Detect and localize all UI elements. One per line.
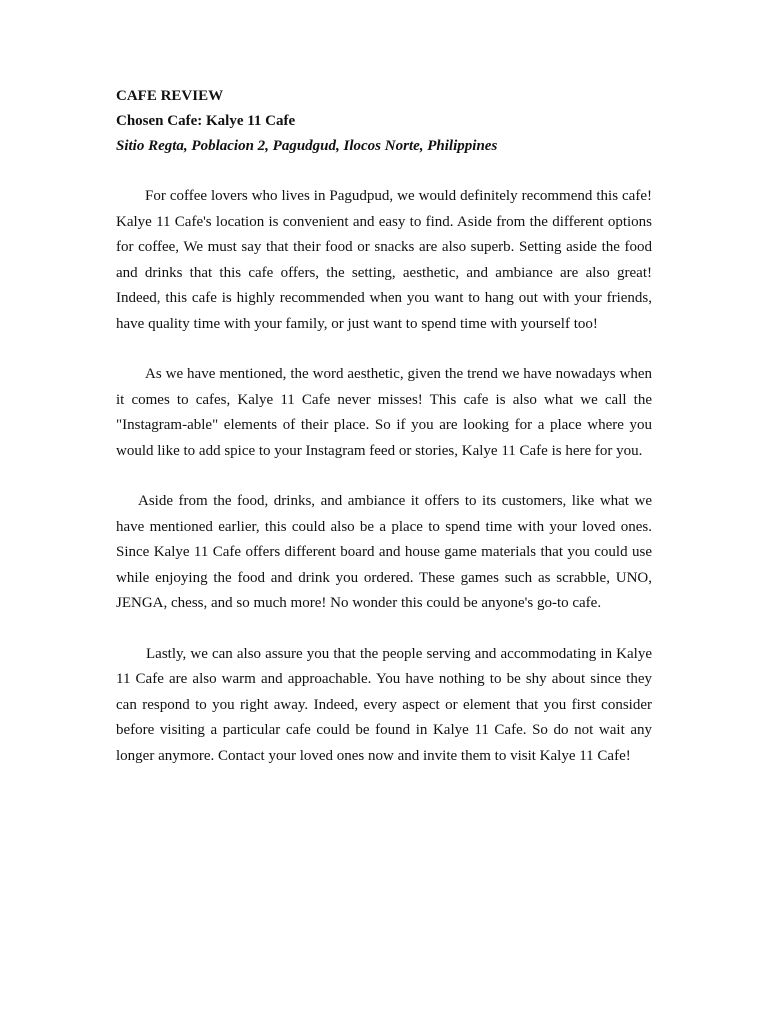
document-page [116, 84, 652, 769]
paragraph-gap [116, 337, 652, 362]
section-spacer [116, 159, 652, 184]
chosen-cafe-line: Chosen Cafe: Kalye 11 Cafe [116, 113, 296, 129]
document-title: CAFE REVIEW [116, 88, 224, 104]
paragraph-4: Lastly, we can also assure you that the people serving and accommodating in Kalye 11 Cafe are also warm and approachable. You have nothing to be shy about since they can respond to you right away. Indeed, every aspect or element that you first consider before visiting a particular cafe could be found in Kalye 11 Cafe. So do not wait any longer anymore. Contact your loved ones now and invite them to visit Kalye 11 Cafe! [116, 645, 652, 764]
paragraph-gap [116, 464, 652, 489]
paragraph-2: As we have mentioned, the word aesthetic, given the trend we have nowadays when it comes to cafes, Kalye 11 Cafe never misses! This cafe is also what we call the "Instagram-able" elements of their place. So if you are looking for a place where you would like to add spice to your Instagram feed or stories, Kalye 11 Cafe is here for you. [116, 366, 652, 459]
paragraph-1: For coffee lovers who lives in Pagudpud, we would definitely recommend this cafe! Kalye 11 Cafe's location is convenient and easy to find. Aside from the different options for coffee, We must say that their food or snacks are also superb. Setting aside the food and drinks that this cafe offers, the setting, aesthetic, and ambiance are also great! Indeed, this cafe is highly recommended when you want to hang out with your friends, have quality time with your family, or just want to spend time with yourself too! [116, 188, 652, 332]
paragraph-3: Aside from the food, drinks, and ambiance it offers to its customers, like what we have mentioned earlier, this could also be a place to spend time with your loved ones. Since Kalye 11 Cafe offers different board and house game materials that you could use while enjoying the food and drink you ordered. These games such as scrabble, UNO, JENGA, chess, and so much more! No wonder this could be anyone's go-to cafe. [116, 493, 652, 611]
paragraph-gap [116, 617, 652, 642]
cafe-address: Sitio Regta, Poblacion 2, Pagudgud, Ilocos Norte, Philippines [116, 138, 498, 154]
